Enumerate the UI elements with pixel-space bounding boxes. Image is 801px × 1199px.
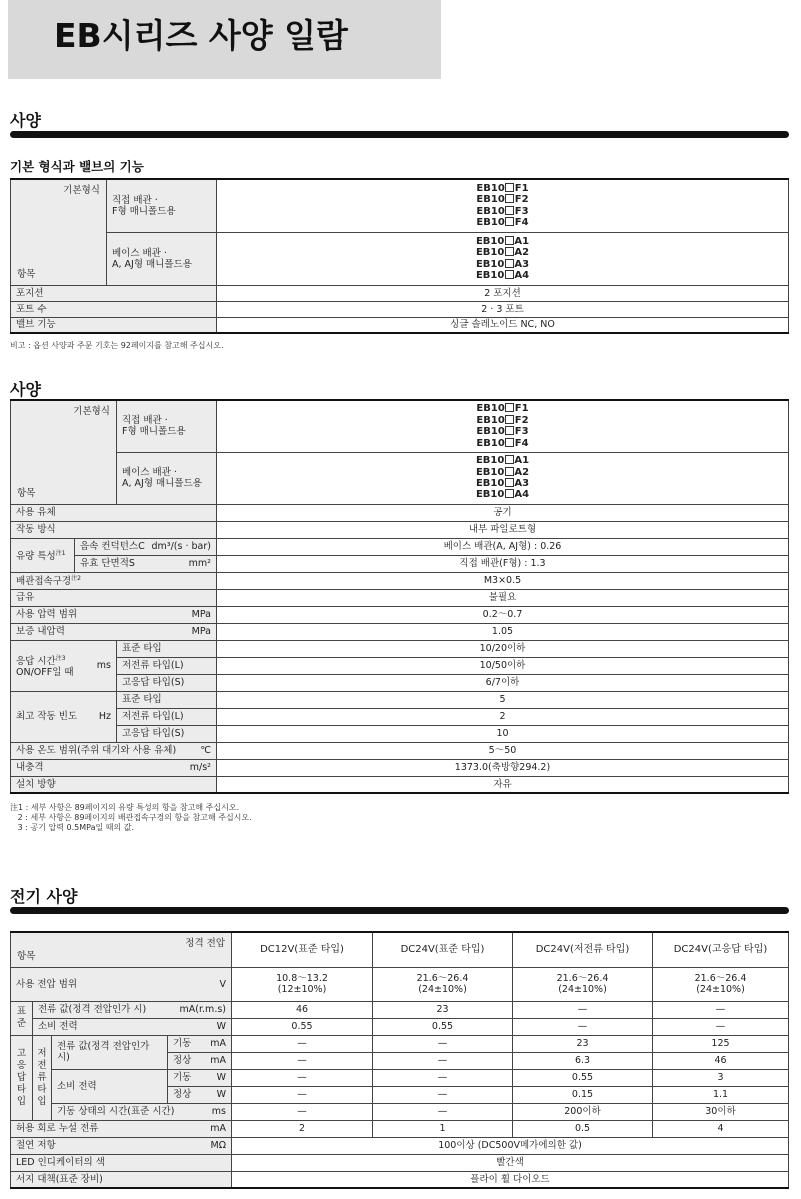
model-code: EB10 F4 <box>476 217 529 229</box>
table-notes: 注1 : 세부 사항은 89페이지의 유량 특성의 항을 참고해 주십시오. 2 : 세부 사항은 89페이지의 배관접속구경의 항을 참고해 주십시오. 3 : 공기 압력 0.5MPa일 때의 값. <box>10 803 252 832</box>
model-code: EB10 A4 <box>475 269 530 281</box>
table-row: 서지 대책(표준 장비) 플라이 휠 다이오드 <box>11 1171 789 1188</box>
table-row: 절연 저항 MΩ 100이상 (DC500V메가에의한 값) <box>11 1137 789 1154</box>
model-code: EB10 A1 <box>475 455 530 467</box>
subsection-title: 기본 형식과 밸브의 기능 <box>10 159 144 174</box>
table-row: 정상 W — — 0.15 1.1 <box>11 1086 789 1103</box>
table-row: 정상 mA — — 6.3 46 <box>11 1052 789 1069</box>
table-row: 사용 온도 범위(주위 대기와 사용 유체) ℃ 5～50 <box>11 742 789 759</box>
table-row: 소비 전력 W 0.55 0.55 — — <box>11 1018 789 1035</box>
table-row: 표 준 전류 값(정격 전압인가 시) mA(r.m.s) 46 23 — — <box>11 1001 789 1018</box>
table-row: 기동 상태의 시간(표준 시간) ms — — 200이하 30이하 <box>11 1103 789 1120</box>
section-title-electrical: 전기 사양 <box>10 887 78 906</box>
table-row: 포트 수 2 · 3 포트 <box>11 301 789 317</box>
electrical-spec-table <box>10 931 789 1189</box>
base-piping-label: 베이스 배관 · A, AJ형 매니폴드용 <box>107 232 217 285</box>
direct-model-list <box>217 400 789 452</box>
model-code: EB10 F4 <box>476 437 529 449</box>
model-code: EB10 A3 <box>475 258 530 270</box>
table-row: 고응답 타입(S) 10 <box>11 725 789 742</box>
table-row: 최고 작동 빈도 Hz 표준 타입 5 <box>11 691 789 708</box>
table-row: 배관접속구경$^{注2}$ M3×0.5 <box>11 572 789 589</box>
column-header: DC24V(표준 타입) <box>373 932 513 967</box>
diagonal-header-cell: 기본형식 항목 <box>11 400 117 504</box>
section-title-spec: 사양 <box>10 111 41 130</box>
table-row: 사용 압력 범위 MPa 0.2～0.7 <box>11 606 789 623</box>
model-code: EB10 A2 <box>475 247 530 259</box>
table-row: 밸브 기능 싱글 솔레노이드 NC, NO <box>11 317 789 333</box>
table-row: 급유 불필요 <box>11 589 789 606</box>
column-header: DC12V(표준 타입) <box>232 932 373 967</box>
model-code: EB10 F1 <box>476 403 529 415</box>
model-code: EB10 F3 <box>476 205 529 217</box>
response-time-label: 응답 시간$^{注3}$ ON/OFF일 때 ms <box>11 640 117 691</box>
table-row: 유효 단면적S mm² 직접 배관(F형) : 1.3 <box>11 555 789 572</box>
table-row: 작동 방식 내부 파일로트형 <box>11 521 789 538</box>
spec-table <box>10 399 789 794</box>
frequency-label: 최고 작동 빈도 Hz <box>11 691 117 742</box>
base-model-list <box>217 452 789 504</box>
direct-piping-label: 직접 배관 · F형 매니폴드용 <box>117 400 217 452</box>
table-row: LED 인디케이터의 색 빨간색 <box>11 1154 789 1171</box>
direct-piping-label: 직접 배관 · F형 매니폴드용 <box>107 179 217 232</box>
diagonal-header-cell <box>11 179 107 285</box>
model-code: EB10 A2 <box>475 466 530 478</box>
model-code: EB10 A3 <box>475 478 530 489</box>
model-code: EB10 F2 <box>476 414 529 426</box>
column-header: DC24V(저전류 타입) <box>513 932 653 967</box>
basic-type-table <box>10 178 789 334</box>
table-row: 응답 시간$^{注3}$ ON/OFF일 때 ms 표준 타입 10/20이하 <box>11 640 789 657</box>
table-row: 고응답 타입(S) 6/7이하 <box>11 674 789 691</box>
table-row: 허용 회로 누설 전류 mA 2 1 0.5 4 <box>11 1120 789 1137</box>
direct-model-list <box>217 179 789 232</box>
table-row: 고 응 답 타 입 저 전 류 타 입 전류 값(정격 전압인가 시) 기동 mA — — 23 125 <box>11 1035 789 1052</box>
table-note: 비고 : 옵션 사양과 주문 기호는 92페이지를 참고해 주십시오. <box>10 341 224 350</box>
model-code: EB10 A1 <box>475 235 530 247</box>
table-row: 내충격 m/s² 1373.0(축방향294.2) <box>11 759 789 776</box>
page-title: EB시리즈 사양 일람 <box>54 16 348 55</box>
diagonal-header-cell: 정격 전압 항목 <box>11 932 232 967</box>
table-row: 소비 전력 기동 W — — 0.55 3 <box>11 1069 789 1086</box>
high-response-group-label: 고 응 답 타 입 <box>11 1035 33 1120</box>
section-divider <box>10 907 789 914</box>
item-label: 항목 <box>17 268 36 280</box>
section-divider <box>10 131 789 138</box>
column-header: DC24V(고응답 타입) <box>653 932 789 967</box>
table-row: 유량 특성$^{注1}$ 음속 컨덕턴스C dm³/(s · bar) 베이스 배관(A, AJ형) : 0.26 <box>11 538 789 555</box>
table-row: 사용 전압 범위 V 10.8～13.2 (12±10%) 21.6～26.4 (24±10%) 21.6～26.4 (24±10%) 21.6～26.4 (24±10%) <box>11 967 789 1001</box>
table-row: 사용 유체 공기 <box>11 504 789 521</box>
table-row: 포지션 2 포지션 <box>11 285 789 301</box>
table-row: 보증 내압력 MPa 1.05 <box>11 623 789 640</box>
base-piping-label: 베이스 배관 · A, AJ형 매니폴드용 <box>117 452 217 504</box>
low-current-group-label: 저 전 류 타 입 <box>33 1035 52 1120</box>
basic-type-label: 기본형식 <box>63 185 100 196</box>
model-code: EB10 F2 <box>476 194 529 206</box>
model-code: EB10 A4 <box>475 489 530 501</box>
standard-group-label: 표 준 <box>11 1001 33 1035</box>
model-code: EB10 F1 <box>476 182 529 194</box>
flow-label: 유량 특성$^{注1}$ <box>11 538 75 572</box>
title-banner <box>8 0 441 79</box>
section-title-spec-2: 사양 <box>10 380 41 399</box>
table-row: 저전류 타입(L) 10/50이하 <box>11 657 789 674</box>
table-row: 저전류 타입(L) 2 <box>11 708 789 725</box>
model-code: EB10 F3 <box>476 426 529 438</box>
table-row: 설치 방향 자유 <box>11 776 789 793</box>
base-model-list <box>217 232 789 285</box>
